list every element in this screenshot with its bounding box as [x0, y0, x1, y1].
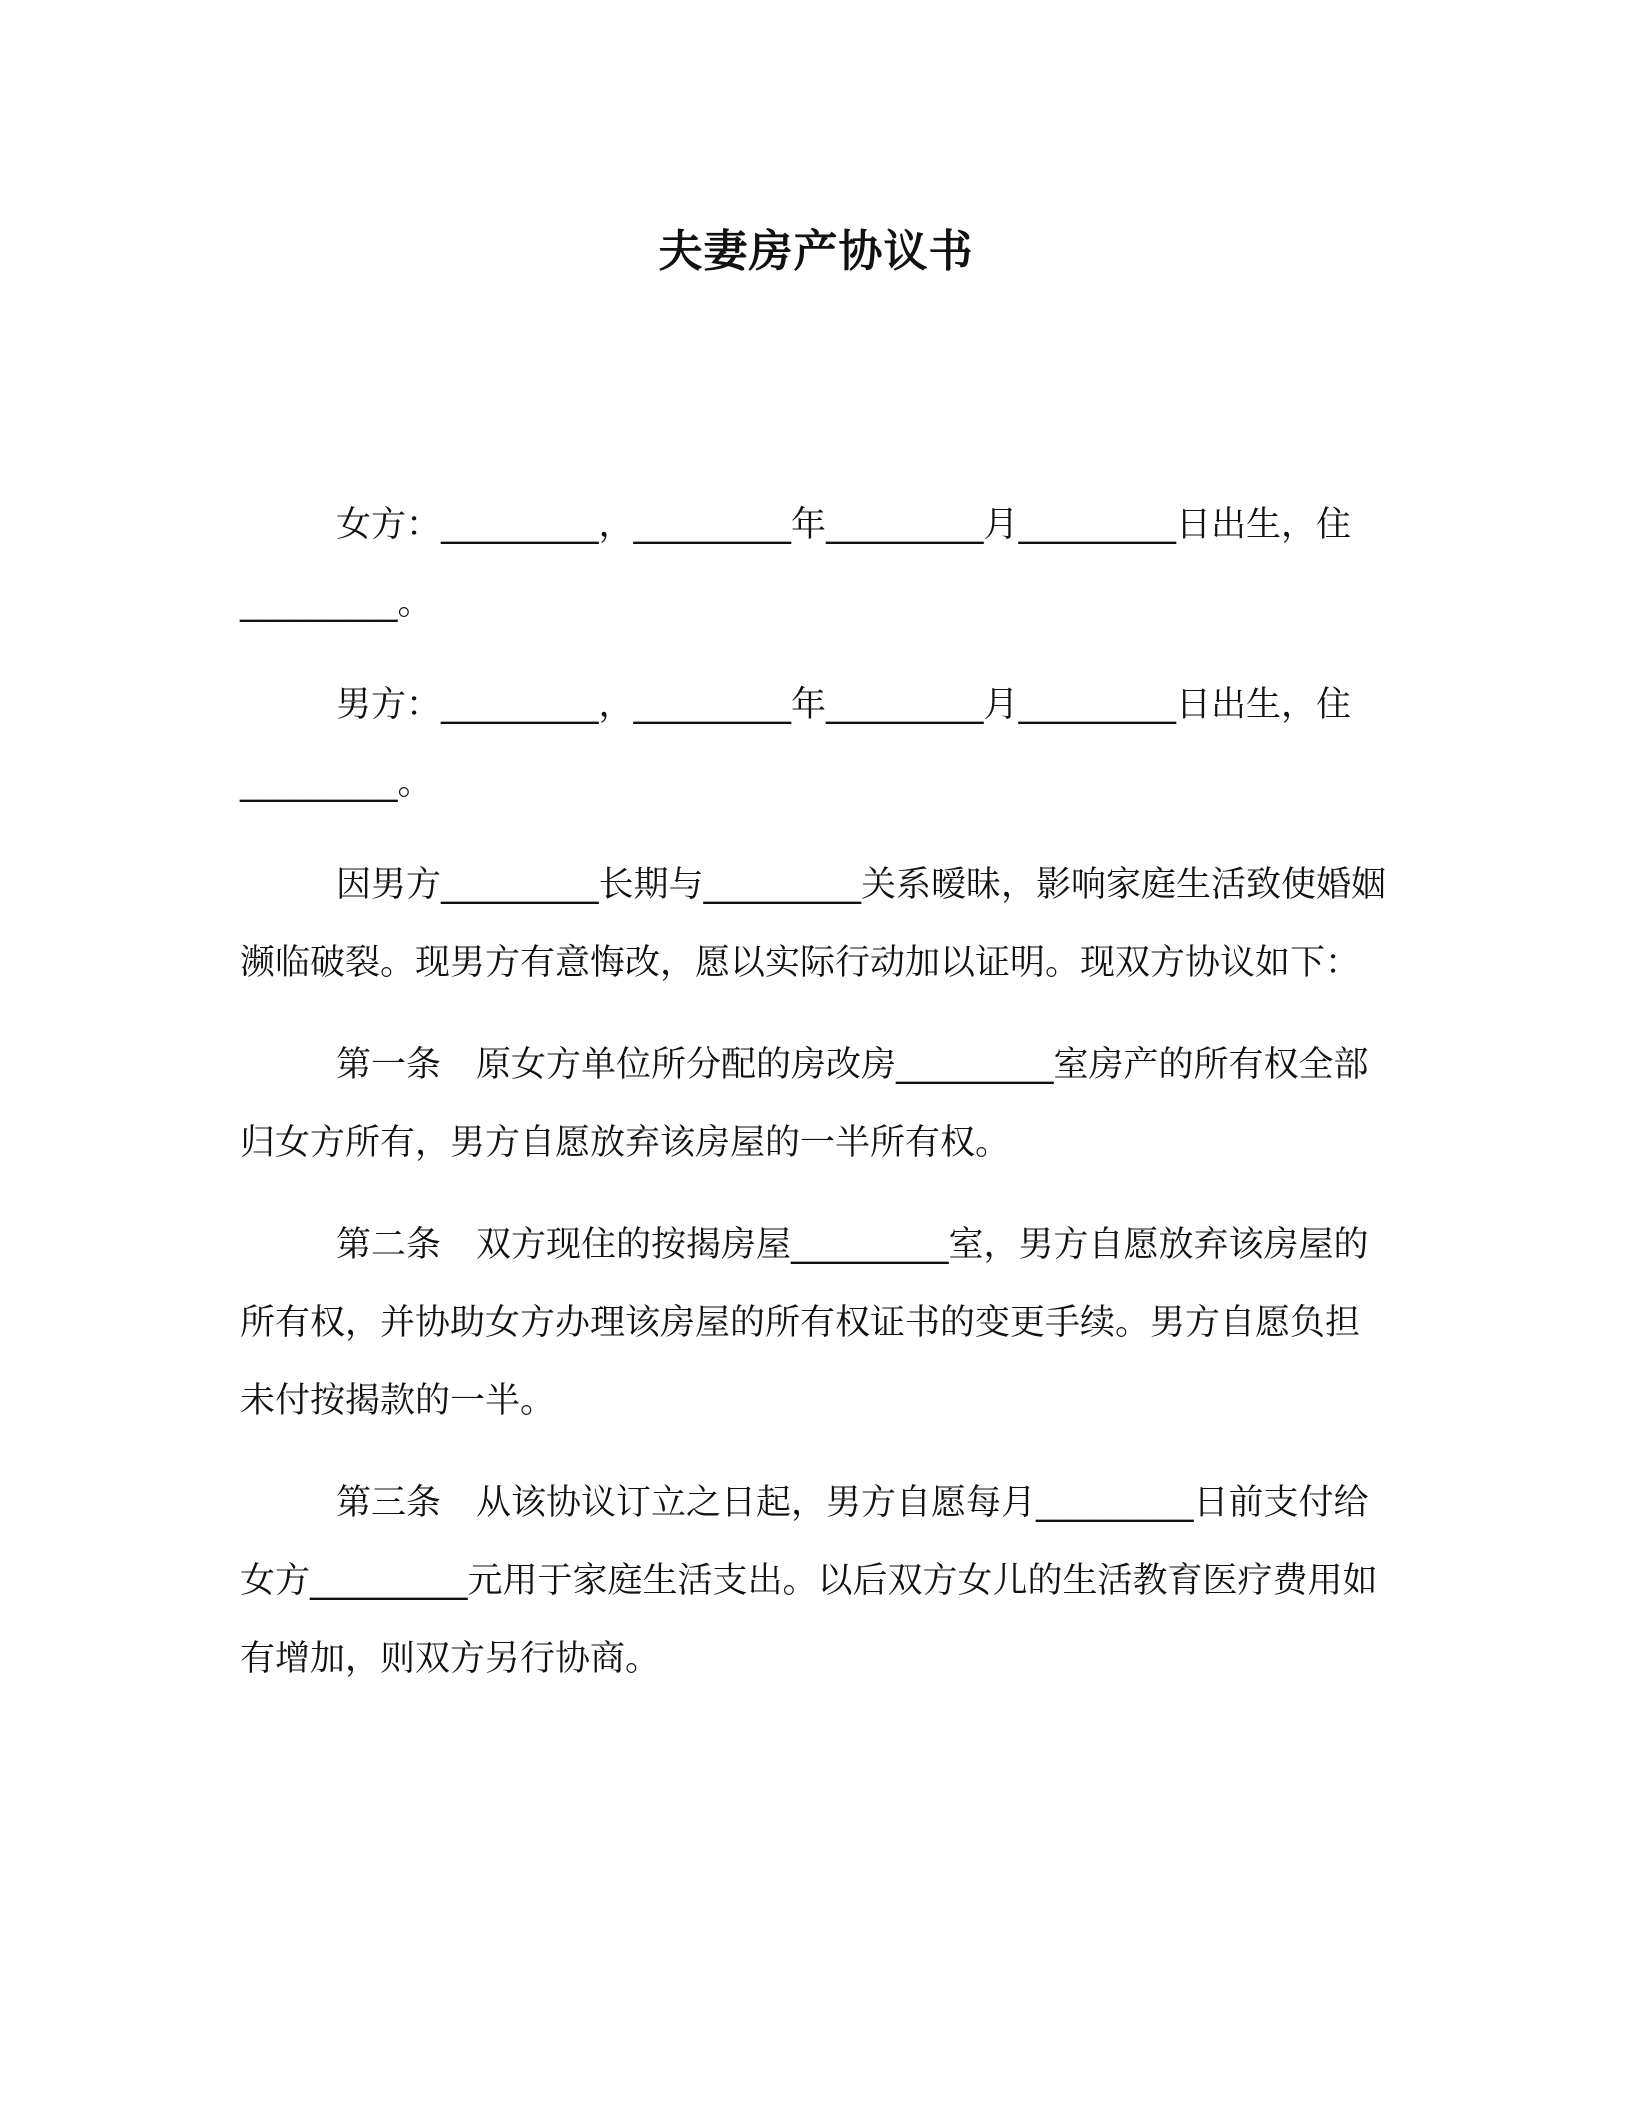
paragraph-article-3: 第三条 从该协议订立之日起，男方自愿每月_________日前支付给女方_________元用于家庭生活支出。以后双方女儿的生活教育医疗费用如有增加，则双方另行协商。: [240, 1483, 1378, 1679]
paragraph-background: 因男方_________长期与_________关系暧昧，影响家庭生活致使婚姻濒临破裂。现男方有意悔改，愿以实际行动加以证明。现双方协议如下：: [240, 865, 1387, 983]
paragraph-gap: [240, 642, 1390, 666]
document-body: [240, 486, 1390, 1698]
document-title: 夫妻房产协议书: [658, 226, 974, 277]
paragraph-male-party: 男方：_________，_________年_________月_________日出生，住_________。: [240, 685, 1352, 803]
paragraph-female-party: 女方：_________，_________年_________月_________日出生，住_________。: [240, 505, 1352, 623]
paragraph-gap: [240, 822, 1390, 846]
paragraph-article-2: 第二条 双方现住的按揭房屋_________室，男方自愿放弃该房屋的所有权，并协助女方办理该房屋的所有权证书的变更手续。男方自愿负担未付按揭款的一半。: [240, 1225, 1369, 1421]
paragraph-gap: [240, 1440, 1390, 1464]
paragraph-gap: [240, 1182, 1390, 1206]
paragraph-gap: [240, 1002, 1390, 1026]
paragraph-article-1: 第一条 原女方单位所分配的房改房_________室房产的所有权全部归女方所有，男方自愿放弃该房屋的一半所有权。: [240, 1045, 1369, 1163]
